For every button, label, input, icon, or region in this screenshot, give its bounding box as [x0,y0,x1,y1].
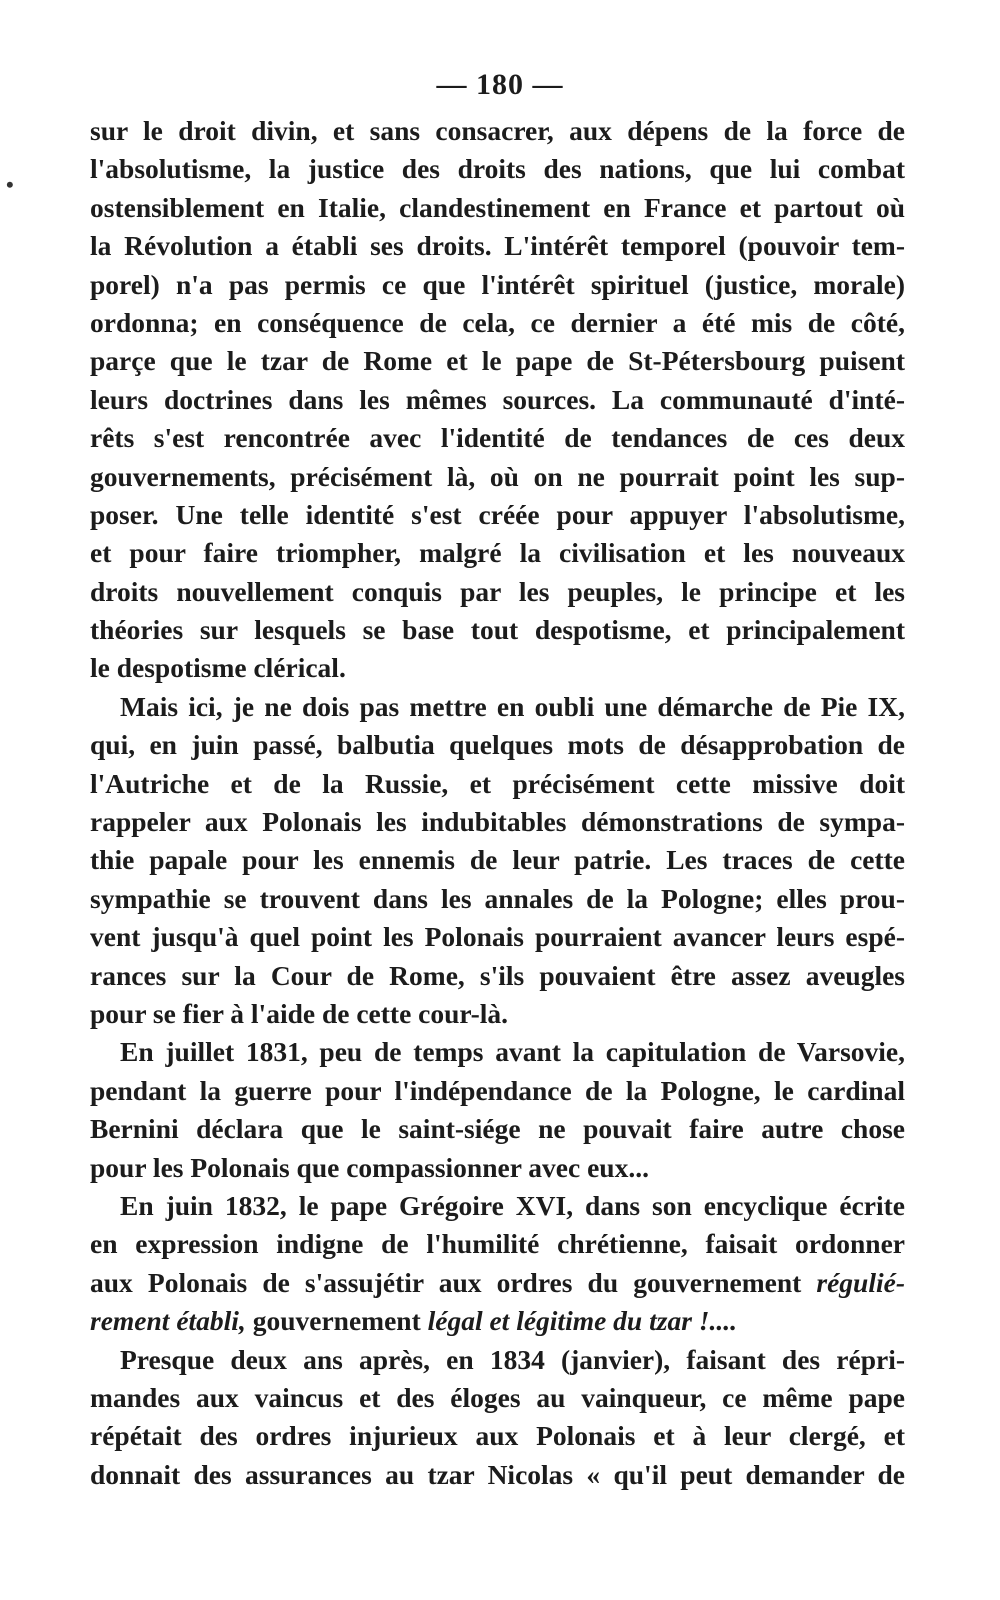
text-line: poser. Une telle identité s'est créée pour appuyer l'absolutisme, [90,498,905,530]
text-line: mandes aux vaincus et des éloges au vainqueur, ce même pape [90,1381,905,1413]
text-line: thie papale pour les ennemis de leur patrie. Les traces de cette [90,844,905,876]
text-line: aux Polonais de s'assujétir aux ordres du gouvernement régulié- [90,1266,905,1298]
page-number: — 180 — [436,68,564,101]
text-line: rement établi, gouvernement légal et légitime du tzar !.... [90,1305,737,1337]
text-line: en expression indigne de l'humilité chrétienne, faisait ordonner [90,1228,905,1260]
text-line: rances sur la Cour de Rome, s'ils pouvaient être assez aveugles [90,959,905,991]
text-line: donnait des assurances au tzar Nicolas « qu'il peut demander de [90,1458,905,1490]
margin-dot: • [6,172,14,197]
text-line: droits nouvellement conquis par les peuples, le principe et les [90,575,905,607]
text-line: et pour faire triompher, malgré la civilisation et les nouveaux [90,537,905,569]
text-line: ostensiblement en Italie, clandestinement en France et partout où [90,191,905,223]
text-line: rappeler aux Polonais les indubitables démonstrations de sympa- [90,806,905,838]
paragraph-start: Mais ici, je ne dois pas mettre en oubli une démarche de Pie IX, [120,690,905,722]
text-line: gouvernements, précisément là, où on ne pourrait point les sup- [90,460,905,492]
text-line: répétait des ordres injurieux aux Polonais et à leur clergé, et [90,1420,905,1452]
paragraph-start: Presque deux ans après, en 1834 (janvier), faisant des répri- [120,1343,905,1375]
text-line: vent jusqu'à quel point les Polonais pourraient avancer leurs espé- [90,921,905,953]
text-line: leurs doctrines dans les mêmes sources. La communauté d'inté- [90,383,905,415]
text-line: ordonna; en conséquence de cela, ce dernier a été mis de côté, [90,306,905,338]
text-line: l'Autriche et de la Russie, et précisément cette missive doit [90,767,905,799]
text-line: la Révolution a établi ses droits. L'intérêt temporel (pouvoir tem- [90,230,905,262]
text-line: porel) n'a pas permis ce que l'intérêt spirituel (justice, morale) [90,268,905,300]
text-line: Bernini déclara que le saint-siége ne pouvait faire autre chose [90,1113,905,1145]
text-line: rêts s'est rencontrée avec l'identité de tendances de ces deux [90,422,905,454]
paragraph-start: En juillet 1831, peu de temps avant la capitulation de Varsovie, [120,1036,905,1068]
text-line: le despotisme clérical. [90,652,346,684]
body-text [90,112,905,1494]
text-line: pour se fier à l'aide de cette cour-là. [90,997,509,1029]
text-line: pour les Polonais que compassionner avec eux... [90,1151,649,1183]
paragraph-start: En juin 1832, le pape Grégoire XVI, dans son encyclique écrite [120,1189,905,1221]
text-line: sympathie se trouvent dans les annales de la Pologne; elles prou- [90,882,905,914]
text-line: pendant la guerre pour l'indépendance de la Pologne, le cardinal [90,1074,905,1106]
text-line: sur le droit divin, et sans consacrer, aux dépens de la force de [90,115,905,146]
text-line: parçe que le tzar de Rome et le pape de St-Pétersbourg puisent [90,345,905,377]
text-line: théories sur lesquels se base tout despotisme, et principalement [90,614,905,646]
text-line: qui, en juin passé, balbutia quelques mots de désapprobation de [90,729,905,761]
text-line: l'absolutisme, la justice des droits des nations, que lui combat [90,153,905,185]
